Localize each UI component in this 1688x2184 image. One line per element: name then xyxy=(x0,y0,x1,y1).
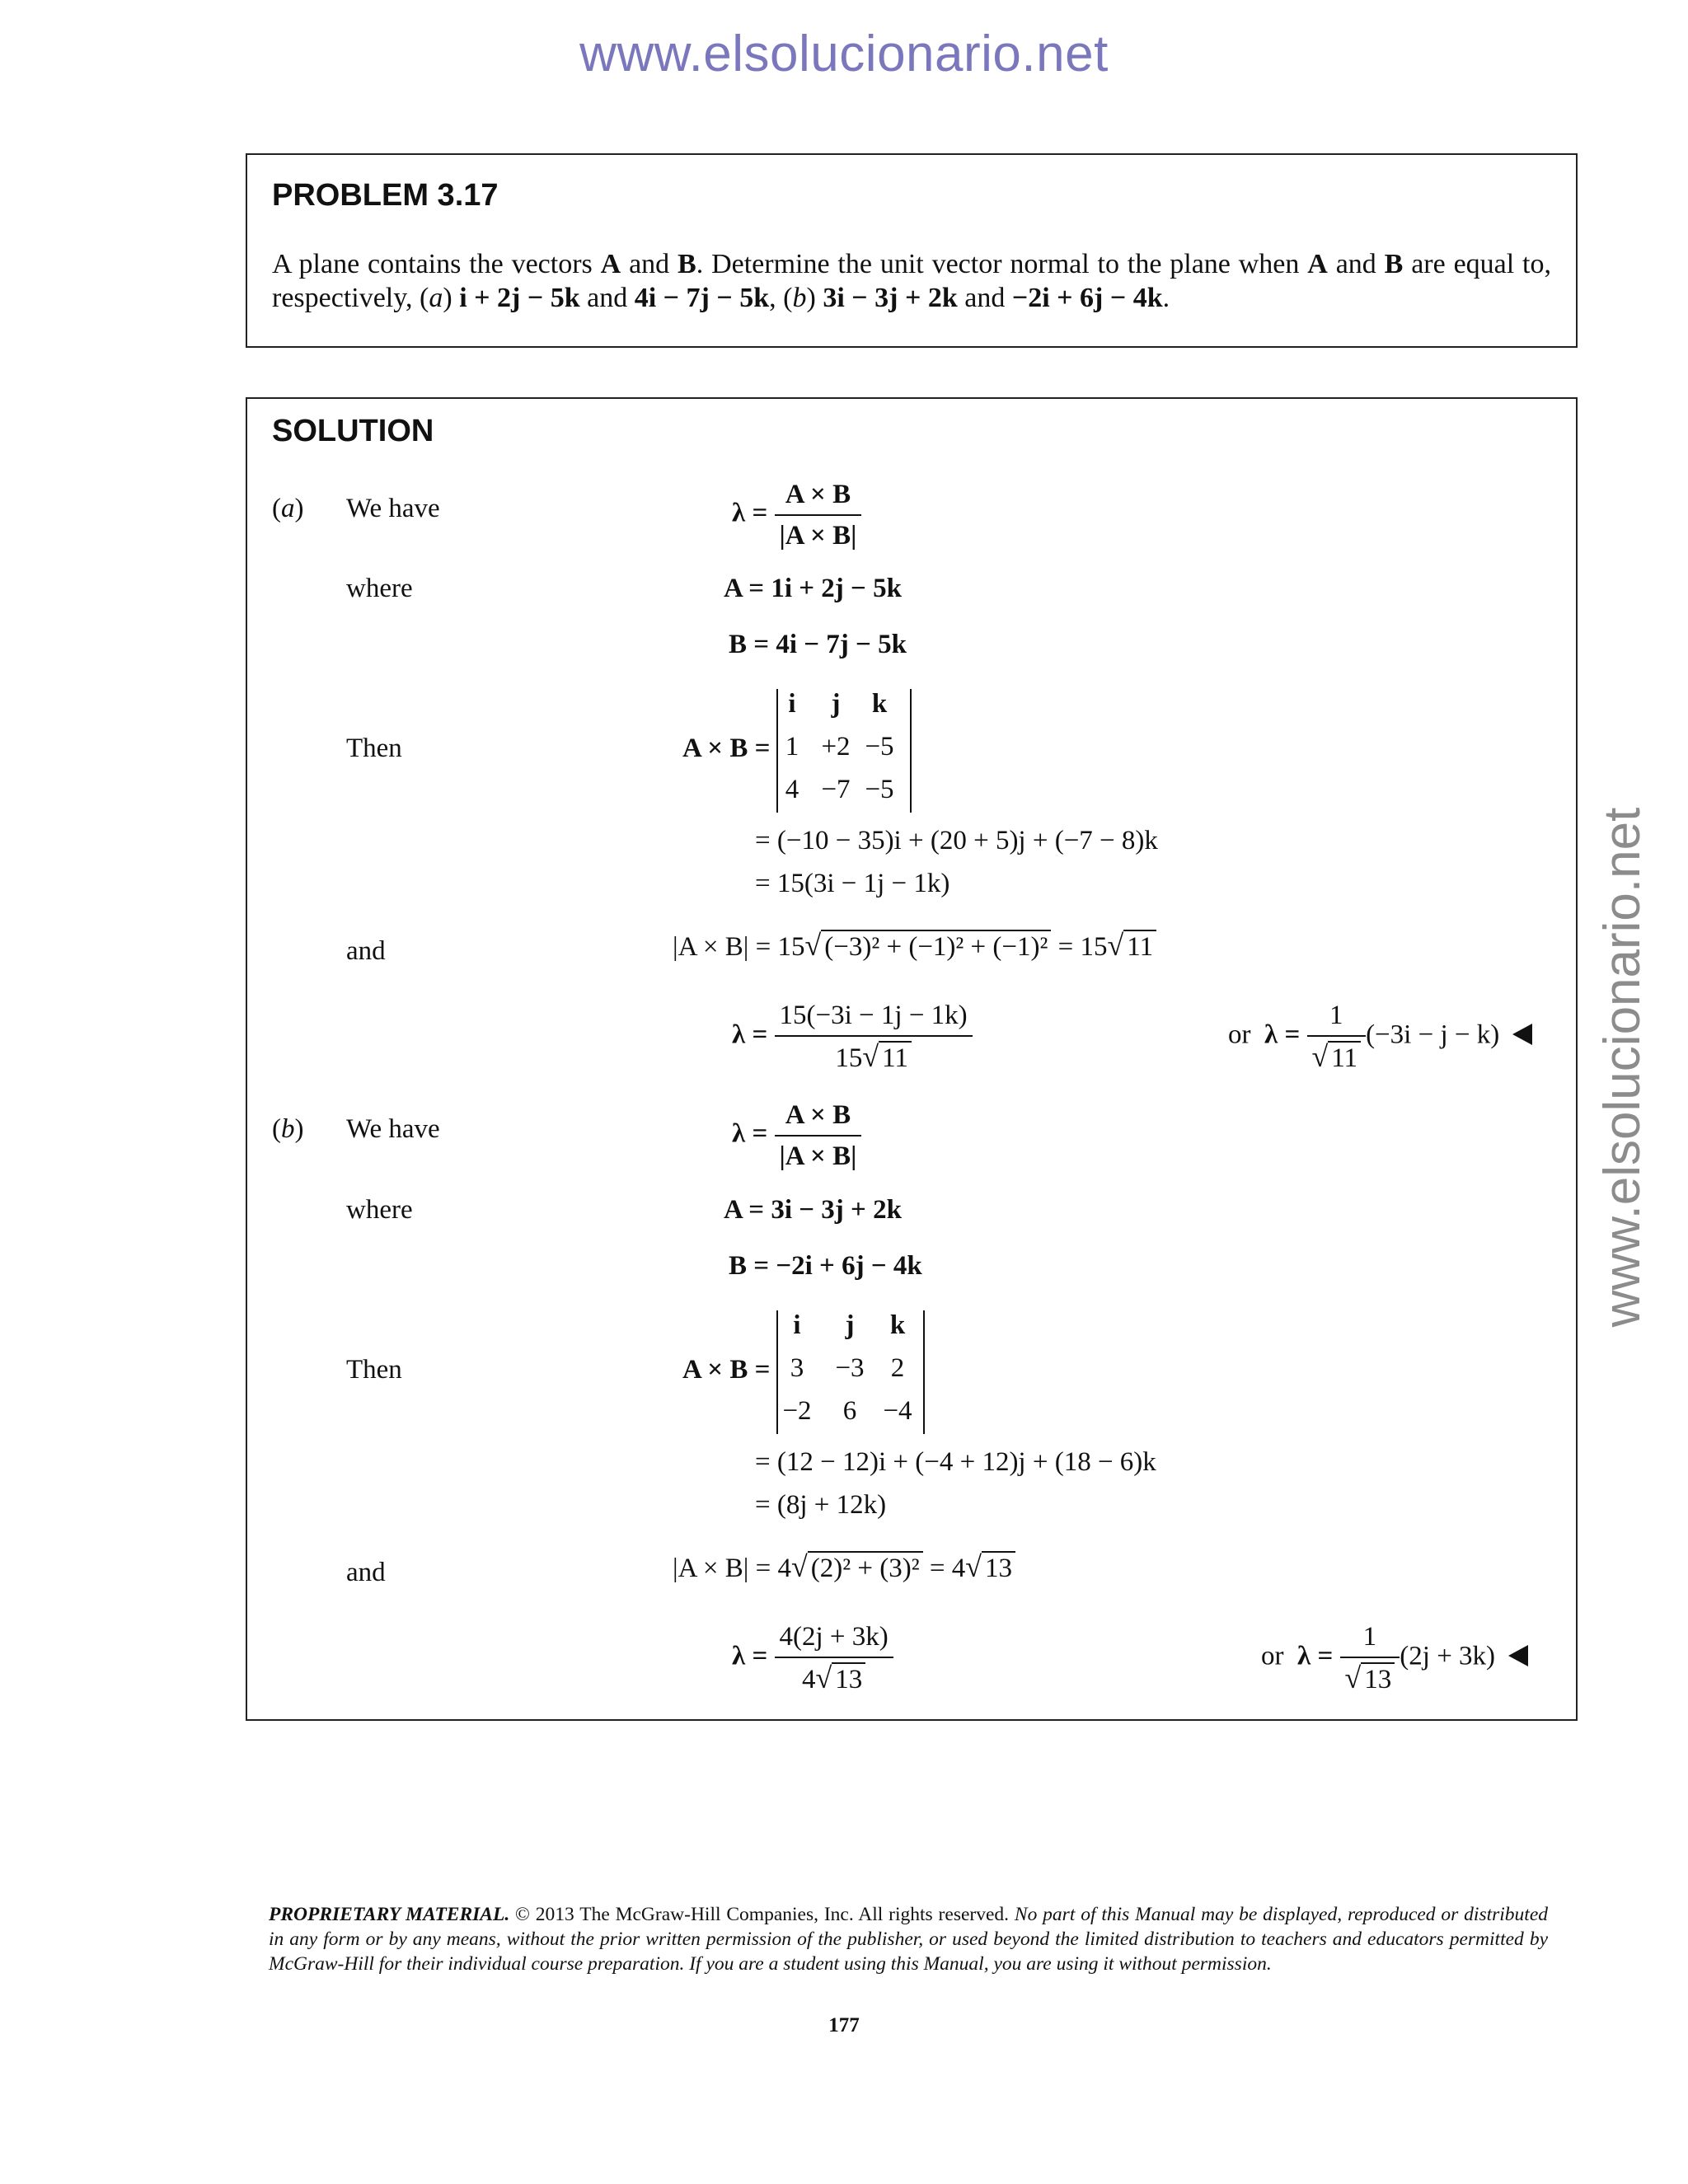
lambda-result-a: λ = $\frac{15(-3i - 1j - 1k)}{15√ 11}$ xyxy=(732,997,973,1076)
vector-b-a: B = 4i − 7j − 5k xyxy=(729,630,907,659)
answer-b: or λ = $\frac{1}{√ 13}$ (2j + 3k) xyxy=(1261,1619,1528,1698)
cross-expansion-a: = (−10 − 35)i + (20 + 5)j + (−7 − 8)k xyxy=(755,826,1158,855)
det-cell: k xyxy=(889,1310,906,1340)
det-cell: +2 xyxy=(821,732,851,762)
det-cell: −3 xyxy=(835,1353,865,1383)
lambda-result-b: λ = $\frac{4(2j + 3k)}{4√ 13}$ xyxy=(732,1619,893,1698)
page-number: 177 xyxy=(828,2014,860,2036)
watermark-side: www.elsolucionario.net xyxy=(1594,807,1651,1328)
det-cell: k xyxy=(871,689,888,719)
det-cell: j xyxy=(845,1310,855,1340)
we-have-label: We have xyxy=(346,494,440,523)
cross-lhs-b: A × B = xyxy=(682,1355,771,1385)
det-cell: 4 xyxy=(785,775,799,804)
determinant-b xyxy=(776,1310,925,1434)
det-cell: 6 xyxy=(842,1396,857,1426)
cross-simplified-b: = (8j + 12k) xyxy=(755,1490,887,1520)
magnitude-b: |A × B| = 4√ (2)² + (3)² = 4√ 13 xyxy=(673,1549,1015,1584)
then-label: Then xyxy=(346,733,402,763)
cross-simplified-a: = 15(3i − 1j − 1k) xyxy=(755,869,950,898)
part-a-label: (a) xyxy=(272,494,304,523)
where-label: where xyxy=(346,1195,413,1225)
magnitude-a: |A × B| = 15√ (−3)² + (−1)² + (−1)² = 15√ 11 xyxy=(673,928,1156,963)
solution-title: SOLUTION xyxy=(272,414,434,448)
then-label: Then xyxy=(346,1355,402,1385)
and-label: and xyxy=(346,1558,386,1587)
cross-lhs-a: A × B = xyxy=(682,733,771,763)
vector-a-b: A = 3i − 3j + 2k xyxy=(724,1195,902,1225)
answer-a: or λ = $\frac{1}{√ 11}$ (−3i − j − k) xyxy=(1228,997,1532,1076)
watermark-top: www.elsolucionario.net xyxy=(579,26,1109,82)
vector-b-b: B = −2i + 6j − 4k xyxy=(729,1251,922,1281)
det-cell: j xyxy=(831,689,841,719)
det-cell: −5 xyxy=(865,732,894,762)
lambda-definition-b: λ = $\frac{A \times B}{|A \times B|}$ xyxy=(732,1097,861,1174)
problem-statement: A plane contains the vectors A and B. Determine the unit vector normal to the plane when A and B are equal to, respectively, (a) i + 2j − 5k and 4i − 7j − 5k, (b) 3i − 3j + 2k and −2i + 6j − 4k. xyxy=(272,249,1552,313)
problem-box xyxy=(246,153,1578,348)
det-cell: 3 xyxy=(790,1353,804,1383)
determinant-a xyxy=(776,689,912,813)
det-cell: −4 xyxy=(883,1396,912,1426)
det-cell: i xyxy=(793,1310,801,1340)
det-cell: 2 xyxy=(890,1353,905,1383)
where-label: where xyxy=(346,574,413,603)
det-cell: i xyxy=(788,689,796,719)
answer-marker-icon xyxy=(1512,1024,1532,1045)
solution-box xyxy=(246,397,1578,1721)
part-b-label: (b) xyxy=(272,1114,304,1144)
cross-expansion-b: = (12 − 12)i + (−4 + 12)j + (18 − 6)k xyxy=(755,1447,1156,1477)
answer-marker-icon xyxy=(1508,1645,1528,1666)
det-cell: −2 xyxy=(782,1396,812,1426)
and-label: and xyxy=(346,936,386,966)
det-cell: −5 xyxy=(865,775,894,804)
copyright-notice: PROPRIETARY MATERIAL. © 2013 The McGraw-Hill Companies, Inc. All rights reserved. No part of this Manual may be displayed, reproduced or distributed in any form or by any means, without the prior written permission of the publisher, or used beyond the limited distribution to teachers and educators permitted by McGraw-Hill for their individual course preparation. If you are a student using this Manual, you are using it without permission. xyxy=(269,1904,1549,1975)
problem-title: PROBLEM 3.17 xyxy=(272,178,499,213)
we-have-label: We have xyxy=(346,1114,440,1144)
lambda-definition-a: λ = $\frac{A \times B}{|A \times B|}$ xyxy=(732,476,861,554)
det-cell: −7 xyxy=(821,775,851,804)
vector-a-a: A = 1i + 2j − 5k xyxy=(724,574,902,603)
det-cell: 1 xyxy=(785,732,799,762)
